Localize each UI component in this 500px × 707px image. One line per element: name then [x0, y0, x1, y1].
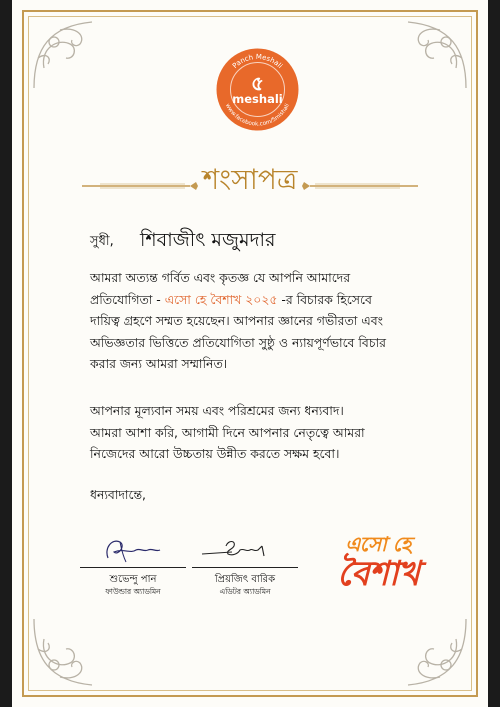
logo-mark: ৫: [251, 71, 264, 95]
event-brand-main: বৈশাখ: [337, 554, 419, 594]
signature-2-scribble: [192, 528, 302, 568]
body-line: দায়িত্ব গ্রহণে সম্মত হয়েছেন। আপনার জ্ঞানের গভীরতা এবং: [90, 313, 383, 328]
body-line: নিজেদের আরো উচ্চতায় উন্নীত করতে সক্ষম হবো।: [90, 446, 340, 461]
logo-ring-top: Panch Meshali: [231, 52, 285, 71]
closing-text: ধন্যবাদান্তে,: [90, 487, 146, 502]
body-line: আমরা অত্যন্ত গর্বিত এবং কৃতজ্ঞ যে আপনি আমাদের: [90, 270, 351, 285]
signature-2-role: এডিটর অ্যাডমিন: [219, 587, 271, 596]
signature-1-line: [80, 567, 186, 568]
signature-1-role: ফাউন্ডার অ্যাডমিন: [105, 587, 161, 596]
body-line-segment: প্রতিযোগিতা -: [90, 291, 165, 307]
certificate-title: শংসাপত্র: [202, 163, 298, 196]
title-rule-right: [300, 178, 420, 194]
certificate-sheet: [12, 0, 488, 707]
corner-ornament-top-left: [30, 18, 110, 98]
body-paragraph-1: [90, 267, 430, 375]
corner-ornament-bottom-right: [390, 609, 470, 689]
logo-wordmark: meshali: [232, 92, 283, 106]
body-line: [90, 289, 430, 311]
body-line: আমরা আশা করি, আগামী দিনে আপনার নেতৃত্বে আমরা: [90, 424, 365, 440]
body-paragraph-2: [90, 400, 430, 465]
signature-1-scribble: [90, 528, 200, 568]
event-name-highlight: এসো হে বৈশাখ ২০২৫: [164, 291, 278, 307]
panch-meshali-logo: [215, 47, 300, 132]
signature-2-name: প্রিয়জিৎ বারিক: [214, 574, 276, 585]
salutation: সুধী,: [90, 234, 114, 249]
corner-ornament-top-right: [390, 18, 470, 98]
event-brand-top: এসো হে: [345, 532, 411, 556]
signature-1-name: শুভেন্দু পান: [109, 574, 157, 585]
signature-2-line: [192, 567, 298, 568]
body-line-segment: -র বিচারক হিসেবে: [277, 291, 372, 307]
recipient-name: শিবাজীৎ মজুমদার: [140, 229, 276, 251]
body-line: আপনার মূল্যবান সময় এবং পরিশ্রমের জন্য ধন্যবাদ।: [90, 403, 344, 418]
corner-ornament-bottom-left: [30, 609, 110, 689]
logo-ring-bottom: www.facebook.com/5mishali: [224, 102, 291, 128]
body-line: অভিজ্ঞতার ভিত্তিতে প্রতিযোগিতা সুষ্ঠু ও ন্যায়পূর্ণভাবে বিচার: [90, 334, 386, 350]
body-line: করার জন্য আমরা সম্মানিত।: [90, 356, 228, 371]
event-brand-logo: [312, 526, 444, 592]
